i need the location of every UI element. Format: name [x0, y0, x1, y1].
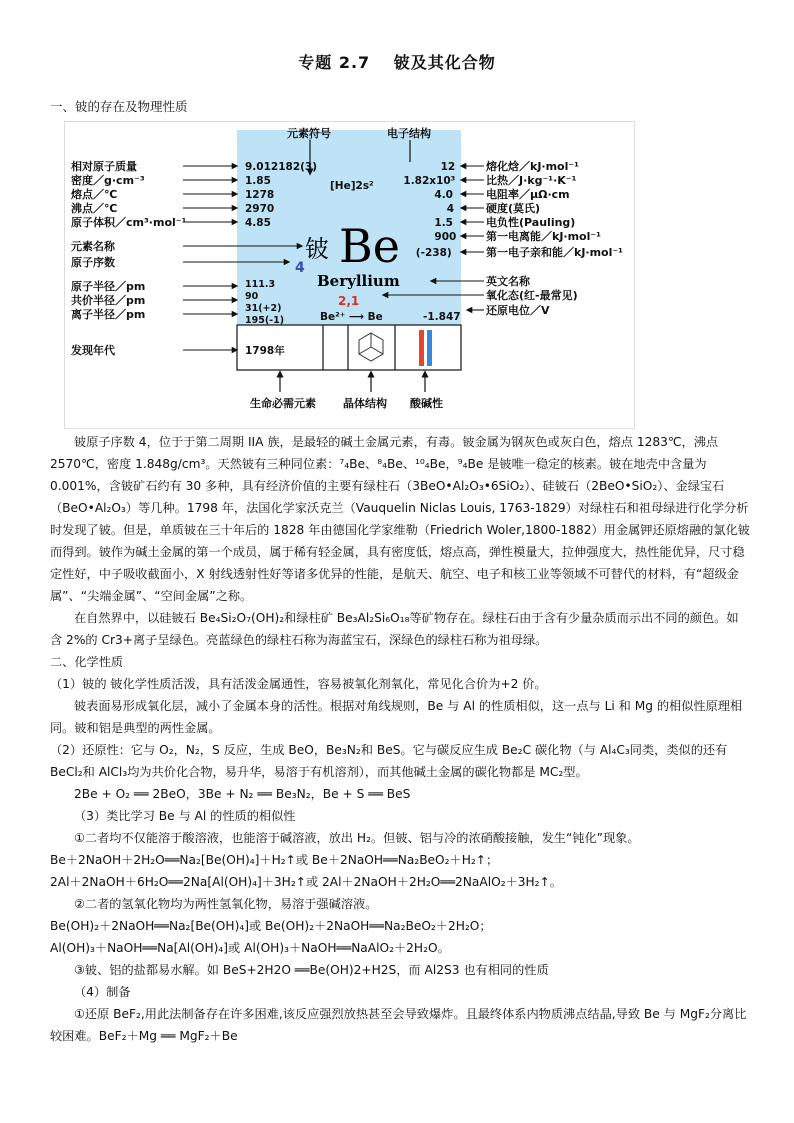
left-label-4: 原子体积／cm³·mol⁻¹	[71, 216, 187, 229]
equation-1: 2Be + O₂ ══ 2BeO，3Be + N₂ ══ Be₃N₂，Be + S ══ BeS	[74, 787, 411, 801]
section-heading-2: 二、化学性质	[50, 655, 124, 669]
left-label-5: 元素名称	[71, 240, 115, 253]
paragraph-chem-4a: ①还原 BeF₂,用此法制备存在许多困难,该反应强烈放热甚至会导致爆炸。且最终体系内物质沸点结晶,导致 Be 与 MgF₂分离比较困难。BeF₂＋Mg ══ MgF₂＋Be	[50, 1007, 747, 1043]
right-label-9: 还原电位／V	[486, 304, 550, 317]
label-element-symbol: 元素符号	[287, 127, 331, 140]
radius-value-1: 90	[245, 291, 259, 302]
electron-config: [He]2s²	[330, 180, 374, 192]
right-value-4: 1.5	[434, 217, 454, 229]
left-value-4: 4.85	[245, 217, 271, 229]
element-symbol: Be	[339, 219, 401, 273]
paragraph-chem-1b: 铍表面易形成氧化层，减小了金属本身的活性。根据对角线规则，Be 与 Al 的性质相似，这一点与 Li 和 Mg 的相似性原理相同。铍和铝是典型的两性金属。	[50, 699, 743, 735]
label-acid-base: 酸碱性	[410, 397, 443, 410]
paragraph-natural-occurrence: 在自然界中，以硅铍石 Be₄Si₂O₇(OH)₂和绿柱矿 Be₃Al₂Si₆O₁₈等矿物存在。绿柱石由于含有少量杂质而示出不同的颜色。如含 2%的 Cr3+离子呈绿色。亮蓝绿色的绿柱石称为海蓝宝石，深绿色的绿柱石称为祖母绿。	[50, 611, 739, 647]
left-value-2: 1278	[245, 189, 275, 201]
paragraph-chem-3b: ②二者的氢氧化物均为两性氢氧化物，易溶于强碱溶液。	[74, 897, 378, 911]
right-value-3: 4	[446, 203, 455, 215]
beryllium-element-diagram	[65, 122, 634, 428]
left-label-2: 熔点／℃	[71, 188, 118, 201]
element-card-figure	[64, 121, 635, 429]
right-label-8: 氧化态(红-最常见)	[486, 289, 578, 302]
oxidation-states: 2,1	[338, 294, 360, 308]
equation-2: Be＋2NaOH＋2H₂O══Na₂[Be(OH)₄]＋H₂↑或 Be＋2NaOH══Na₂BeO₂＋H₂↑；	[50, 853, 499, 867]
equation-3: 2Al＋2NaOH＋6H₂O══2Na[Al(OH)₄]＋3H₂↑或 2Al＋2NaOH＋2H₂O══2NaAlO₂＋3H₂↑。	[50, 875, 562, 889]
right-label-4: 电负性(Pauling)	[486, 216, 576, 229]
right-label-2: 电阻率／μΩ·cm	[486, 188, 570, 201]
left-value-1: 1.85	[245, 175, 271, 187]
right-value-6: (-238)	[415, 247, 452, 259]
paragraph-chem-1: （1）铍的 铍化学性质活泼，具有活泼金属通性，容易被氧化剂氧化，常见化合价为+2 价。	[50, 677, 547, 691]
equation-4: Be(OH)₂＋2NaOH══Na₂[Be(OH)₄]或 Be(OH)₂＋2NaOH══Na₂BeO₂＋2H₂O；	[50, 919, 492, 933]
right-label-7: 英文名称	[486, 275, 530, 288]
right-label-6: 第一电子亲和能／kJ·mol⁻¹	[486, 246, 623, 259]
body-text	[50, 431, 750, 1047]
right-value-1: 1.82x10³	[403, 175, 456, 187]
paragraph-chem-3c: ③铍、铝的盐都易水解。如 BeS+2H2O ══Be(OH)2+H2S，而 Al2S3 也有相同的性质	[74, 963, 549, 977]
reduction-potential: -1.847	[423, 311, 461, 323]
right-value-2: 4.0	[434, 189, 454, 201]
radius-value-3: 195(-1)	[245, 315, 285, 326]
left-label-3: 沸点／℃	[71, 202, 118, 215]
right-label-5: 第一电离能／kJ·mol⁻¹	[486, 230, 602, 243]
paragraph-chem-3a: ①二者均不仅能溶于酸溶液，也能溶于碱溶液，放出 H₂。但铍、铝与冷的浓硝酸接触，发生“钝化”现象。	[74, 831, 640, 845]
left-label-1: 密度／g·cm⁻³	[71, 174, 145, 187]
left-value-3: 2970	[245, 203, 275, 215]
left-value-0: 9.012182(3)	[245, 161, 318, 173]
english-name: Beryllium	[317, 272, 400, 290]
page-title: 专题 2.7 铍及其化合物	[298, 53, 496, 72]
radius-value-2: 31(+2)	[245, 303, 282, 314]
label-electron-structure: 电子结构	[387, 127, 431, 140]
redox-pair: Be²⁺ ⟶ Be	[320, 311, 383, 323]
label-essential-element: 生命必需元素	[250, 397, 316, 410]
section-heading-1: 一、铍的存在及物理性质	[50, 99, 188, 114]
label-crystal-structure: 晶体结构	[343, 397, 387, 410]
right-label-0: 熔化焓／kJ·mol⁻¹	[486, 160, 580, 173]
left-label-9: 离子半径／pm	[71, 308, 146, 321]
right-label-1: 比热／J·kg⁻¹·K⁻¹	[486, 174, 577, 187]
radius-value-0: 111.3	[245, 279, 276, 290]
equation-5: Al(OH)₃＋NaOH══Na[Al(OH)₄]或 Al(OH)₃＋NaOH══NaAlO₂＋2H₂O。	[50, 941, 450, 955]
left-label-7: 原子半径／pm	[71, 280, 146, 293]
left-label-6: 原子序数	[71, 256, 115, 269]
paragraph-chem-3: （3）类比学习 Be 与 Al 的性质的相似性	[74, 809, 296, 823]
right-value-5: 900	[434, 231, 457, 243]
paragraph-chem-4: （4）制备	[74, 985, 131, 999]
atomic-number: 4	[295, 260, 305, 276]
right-value-0: 12	[440, 161, 456, 173]
element-cn-name: 铍	[305, 235, 329, 263]
discovery-year: 1798年	[245, 345, 285, 357]
left-label-10: 发现年代	[71, 344, 115, 357]
paragraph-chem-2: （2）还原性：它与 O₂，N₂，S 反应，生成 BeO，Be₃N₂和 BeS。它与碳反应生成 Be₂C 碳化物（与 Al₄C₃同类，类似的还有 BeCl₂和 AlCl₃均为共价化合物，易升华，易溶于有机溶剂），而其他碱土金属的碳化物都是 MC₂型。	[50, 743, 728, 779]
left-label-8: 共价半径／pm	[71, 294, 146, 307]
paragraph-physical-properties: 铍原子序数 4，位于于第二周期 IIA 族，是最轻的碱土金属元素，有毒。铍金属为钢灰色或灰白色，熔点 1283℃，沸点 2570℃，密度 1.848g/cm³。天然铍有三种同位素：⁷₄Be、⁸₄Be、¹⁰₄Be，⁹₄Be 是铍唯一稳定的核素。铍在地壳中含量为 0.001%，含铍矿石约有 30 多种，具有经济价值的主要有绿柱石（3BeO•Al₂O₃•6SiO₂）、硅铍石（2BeO•SiO₂）、金绿宝石（BeO•Al₂O₃）等几种。1798 年，法国化学家沃克兰（Vauquelin Niclas Louis, 1763-1829）对绿柱石和祖母绿进行化学分析时发现了铍。但是，单质铍在三十年后的 1828 年由德国化学家维勒（Friedrich Woler,1800-1882）用金属钾还原熔融的氯化铍而得到。铍作为碱土金属的第一个成员，属于稀有轻金属，具有密度低，熔点高，弹性模量大，拉伸强度大，热性能优异，尺寸稳定性好，中子吸收截面小，X 射线透射性好等诸多优异的性能，是航天、航空、电子和核工业等领域不可替代的材料，有“超级金属”、“尖端金属”、“空间金属”之称。	[50, 435, 750, 603]
right-label-3: 硬度(莫氏)	[486, 202, 541, 215]
left-label-0: 相对原子质量	[71, 160, 137, 173]
